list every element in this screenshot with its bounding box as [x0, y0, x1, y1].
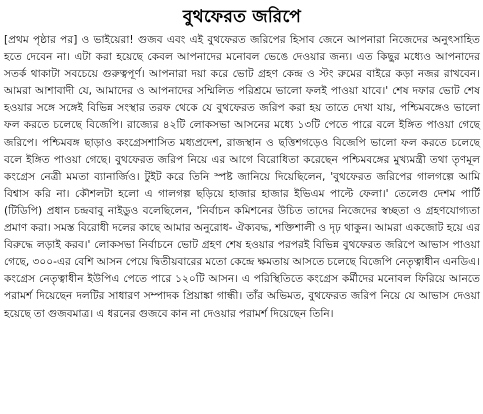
article-body: [প্রথম পৃষ্ঠার পর] ও ভাইয়েরা! গুজব এবং এই বুথফেরত জরিপের হিসাব জেনে আপনারা নিজেদের অনুৎসাহিত হতে দেবেন না। এটা করা হয়েছে কেবল আপনাদের মনোবল ভেঙে দেওয়ার জন্য। এত কিছুর মধ্যেও আপনাদের সতর্ক থাকাটা সবচেয়ে গুরুত্বপূর্ণ। আপনারা দয়া করে ভোট গ্রহণ কেন্দ্র ও স্টং রুমের বাইরে কড়া নজর রাখবেন। আমরা আশাবাদী যে, আমাদের ও আপনাদের সম্মিলিত পরিশ্রমে ভালো ফলই পাওয়া যাবে।' শেষ দফার ভোট শেষ হওয়ার সঙ্গে সঙ্গেই বিভিন্ন সংস্থার তরফ থেকে যে বুথফেরত জরিপ করা হয় তাতে দেখা যায়, পশ্চিমবঙ্গেও ভালো ফল করতে চলেছে বিজেপি। রাজ্যের ৪২টি লোকসভা আসনের মধ্যে ১৩টি পেতে পারে বলে ইঙ্গিত পাওয়া গেছে জরিপে। পশ্চিমবঙ্গ ছাড়াও কংগ্রেসশাসিত মধ্যপ্রদেশ, রাজস্থান ও ছত্তিশগড়েও বিজেপি ভালো ফল করতে চলেছে বলে ইঙ্গিত পাওয়া গেছে। বুথফেরত জরিপ নিয়ে এর আগে বিরোধিতা করেছেন পশ্চিমবঙ্গের মুখ্যমন্ত্রী তথা তৃণমূল কংগ্রেস নেত্রী মমতা ব্যানার্জিও। টুইট করে তিনি স্পষ্ট জানিয়ে দিয়েছিলেন, 'বুথফেরত জরিপের গালগল্পে আমি বিশ্বাস করি না। কৌশলটা হলো এ গালগল্প ছড়িয়ে হাজার হাজার ইভিএম পাল্টে ফেলা।' তেলেগু দেশম পার্টি (টিডিপি) প্রধান চন্দ্রবাবু নাইডুও বলেছিলেন, 'নির্বাচন কমিশনের উচিত তাদের নিজেদের স্বচ্ছতা ও গ্রহণযোগ্যতা প্রমাণ করা। সমস্ত বিরোধী দলের কাছে আমার অনুরোধ- ঐক্যবদ্ধ, শক্তিশালী ও দৃঢ় থাকুন। আমরা একজোট হয়ে এর বিরুদ্ধে লড়াই করব।' লোকসভা নির্বাচনে ভোট গ্রহণ শেষ হওয়ার পরপরই বিভিন্ন বুথফেরত জরিপে আভাস পাওয়া গেছে, ৩০০-এর বেশি আসন পেয়ে দ্বিতীয়বারের মতো কেন্দ্রে ক্ষমতায় আসতে চলেছে বিজেপি নেতৃত্বাধীন এনডিএ। কংগ্রেস নেতৃত্বাধীন ইউপিএ পেতে পারে ১২০টি আসন। এ পরিস্থিতিতে কংগ্রেস কর্মীদের মনোবল ফিরিয়ে আনতে পরামর্শ দিয়েছেন দলটির সাধারণ সম্পাদক প্রিয়াঙ্কা গান্ধী। তাঁর অভিমত, বুথফেরত জরিপ নিয়ে যে আভাস দেওয়া হয়েছে তা গুজবমাত্র। এ ধরনের গুজবে কান না দেওয়ার পরামর্শ দিয়েছেন তিনি।	[4, 34, 481, 320]
article-headline: বুথফেরত জরিপে	[182, 7, 302, 27]
